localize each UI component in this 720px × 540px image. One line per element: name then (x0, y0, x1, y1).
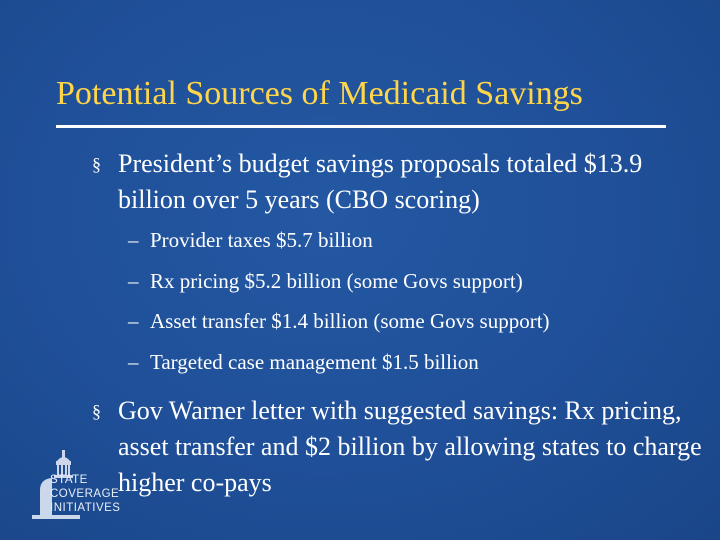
dash-marker: – (128, 268, 139, 293)
sub-bullet-list (128, 226, 708, 388)
bullet-text: Gov Warner letter with suggested savings: Rx pricing, asset transfer and $2 billion by allowing states to charge higher co-pays (118, 396, 702, 497)
logo-text-line: STATE (50, 474, 88, 486)
logo-text-line: INITIATIVES (50, 502, 121, 514)
sub-bullet-text: Asset transfer $1.4 billion (some Govs support) (150, 309, 550, 333)
sub-bullet-text: Targeted case management $1.5 billion (150, 349, 479, 374)
sub-bullet-item (128, 267, 708, 295)
dash-marker: – (128, 228, 139, 252)
sub-bullet-text: Rx pricing $5.2 billion (some Govs support) (150, 268, 523, 293)
sub-bullet-item (128, 348, 708, 376)
square-bullet-icon: § (92, 154, 101, 174)
logo-text-line: COVERAGE (50, 488, 120, 500)
square-bullet-icon: § (92, 401, 101, 421)
title-underline (56, 125, 666, 128)
dash-marker: – (128, 349, 139, 374)
sub-bullet-text: Provider taxes $5.7 billion (150, 228, 373, 252)
bullet-item (92, 393, 702, 501)
sub-bullet-item (128, 307, 708, 335)
bullet-text: President’s budget savings proposals totaled $13.9 billion over 5 years (CBO scoring) (118, 149, 643, 214)
slide-title: Potential Sources of Medicaid Savings (56, 75, 583, 112)
sub-bullet-item (128, 226, 708, 254)
bullet-item (92, 146, 702, 218)
dash-marker: – (128, 309, 139, 333)
